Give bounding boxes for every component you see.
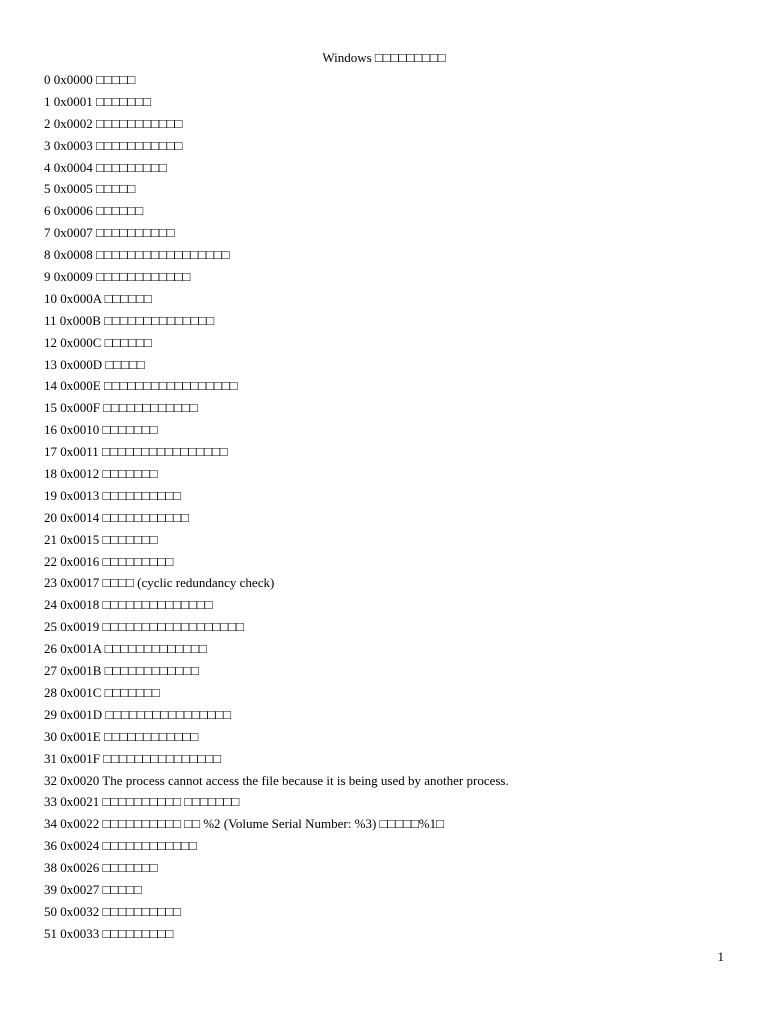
error-code-hex: 0x001B [60, 663, 102, 679]
error-code-decimal: 39 [44, 881, 57, 897]
list-item [44, 859, 744, 881]
error-code-decimal: 10 [44, 290, 57, 306]
error-code-hex: 0x0014 [60, 509, 100, 525]
error-code-hex: 0x0022 [60, 816, 100, 832]
error-message: □□□□□□□□□□□□□□□□□ [103, 378, 238, 394]
error-code-hex: 0x000A [60, 290, 102, 306]
error-code-hex: 0x001C [60, 684, 102, 700]
error-code-hex: 0x0033 [60, 925, 100, 941]
error-code-decimal: 16 [44, 422, 57, 438]
list-item [44, 93, 744, 115]
error-message: □□□□□□ [96, 203, 144, 219]
error-message: The process cannot access the file because it is being used by another process. [102, 772, 509, 788]
error-message: □□□□□□□□□□□□ [96, 269, 191, 285]
error-code-decimal: 33 [44, 794, 57, 810]
error-code-decimal: 31 [44, 750, 57, 766]
list-item [44, 268, 744, 290]
list-item [44, 137, 744, 159]
list-item [44, 706, 744, 728]
error-code-hex: 0x0003 [53, 137, 93, 153]
error-message: □□□□□□□ [104, 684, 160, 700]
error-code-decimal: 29 [44, 706, 57, 722]
list-item [44, 356, 744, 378]
error-code-hex: 0x0027 [60, 881, 100, 897]
error-code-decimal: 38 [44, 860, 57, 876]
error-code-decimal: 32 [44, 772, 57, 788]
error-code-hex: 0x000E [60, 378, 101, 394]
list-item [44, 334, 744, 356]
list-item [44, 71, 744, 93]
error-code-decimal: 23 [44, 575, 57, 591]
error-code-hex: 0x001E [60, 728, 101, 744]
list-item [44, 903, 744, 925]
list-item [44, 246, 744, 268]
list-item [44, 487, 744, 509]
error-code-hex: 0x0004 [53, 159, 93, 175]
error-message: □□□□□□ [104, 290, 152, 306]
error-code-decimal: 36 [44, 838, 57, 854]
error-code-hex: 0x0010 [60, 422, 100, 438]
error-message: □□□□□□□□□□□ [96, 115, 183, 131]
error-code-hex: 0x0024 [60, 838, 100, 854]
error-code-decimal: 22 [44, 553, 57, 569]
error-code-decimal: 27 [44, 663, 57, 679]
error-code-hex: 0x0002 [53, 115, 93, 131]
error-code-hex: 0x001D [60, 706, 103, 722]
list-item [44, 465, 744, 487]
list-item [44, 772, 744, 794]
error-code-decimal: 19 [44, 487, 57, 503]
error-message: □□□□□□□□□□□□ [102, 838, 197, 854]
error-message: □□□□□□□□□□ [96, 225, 175, 241]
error-code-decimal: 14 [44, 378, 57, 394]
error-code-hex: 0x0009 [53, 269, 93, 285]
error-code-decimal: 4 [44, 159, 51, 175]
page-number: 1 [717, 949, 724, 964]
error-code-decimal: 15 [44, 400, 57, 416]
list-item [44, 224, 744, 246]
error-code-hex: 0x0019 [60, 619, 100, 635]
error-code-decimal: 12 [44, 334, 57, 350]
error-message: □□□□□□□□□□□□□□ [102, 597, 213, 613]
error-code-hex: 0x001A [60, 641, 102, 657]
document-title: Windows □□□□□□□□□ [322, 50, 446, 65]
error-message: □□□□□ [102, 881, 142, 897]
error-code-decimal: 26 [44, 641, 57, 657]
error-code-decimal: 18 [44, 466, 57, 482]
error-code-hex: 0x000B [59, 312, 101, 328]
error-code-hex: 0x0021 [60, 794, 100, 810]
error-code-decimal: 0 [44, 72, 51, 87]
list-item [44, 290, 744, 312]
error-message: □□□□□□□□□□□□□ [104, 641, 207, 657]
error-message: □□□□□□□□□□□□□□□ [103, 750, 222, 766]
list-item [44, 159, 744, 181]
error-code-hex: 0x0011 [60, 444, 99, 460]
error-code-hex: 0x001F [60, 750, 100, 766]
list-item [44, 312, 744, 334]
list-item [44, 399, 744, 421]
error-code-decimal: 34 [44, 816, 57, 832]
error-code-hex: 0x0005 [53, 181, 93, 197]
list-item [44, 881, 744, 903]
error-message: □□□□□□□□□□□□□□□□□□ [102, 619, 244, 635]
error-code-hex: 0x0015 [60, 531, 100, 547]
list-item [44, 421, 744, 443]
error-message: □□□□□□□□□□□□□□ [104, 312, 215, 328]
error-code-decimal: 25 [44, 619, 57, 635]
error-code-hex: 0x0007 [53, 225, 93, 241]
error-code-hex: 0x0026 [60, 860, 100, 876]
error-code-decimal: 11 [44, 312, 57, 328]
error-message: □□□□□□□ [102, 531, 158, 547]
error-message: □□□□□□ [104, 334, 152, 350]
error-message: □□□□□□□ [96, 93, 151, 109]
error-code-hex: 0x0032 [60, 903, 100, 919]
error-code-decimal: 51 [44, 925, 57, 941]
list-item [44, 925, 744, 947]
error-message: □□□□□□□□□□□□ [103, 728, 199, 744]
error-code-decimal: 17 [44, 444, 57, 460]
error-code-hex: 0x0008 [53, 247, 93, 263]
list-item [44, 377, 744, 399]
error-message: □□□□□ [96, 72, 136, 87]
error-code-decimal: 8 [44, 247, 51, 263]
list-item [44, 662, 744, 684]
error-code-decimal: 20 [44, 509, 57, 525]
error-code-hex: 0x0018 [60, 597, 100, 613]
error-message: □□□□□□□□□□□□□□□□ [105, 706, 232, 722]
list-item [44, 640, 744, 662]
error-message: □□□□□□□□□□ □□□□□□□ [102, 794, 240, 810]
list-item [44, 596, 744, 618]
error-code-decimal: 30 [44, 728, 57, 744]
list-item [44, 553, 744, 575]
error-code-decimal: 50 [44, 903, 57, 919]
error-code-hex: 0x000F [60, 400, 100, 416]
error-code-hex: 0x0016 [60, 553, 100, 569]
list-item [44, 574, 744, 596]
error-code-decimal: 24 [44, 597, 57, 613]
error-message: □□□□□□□□□□ □□ %2 (Volume Serial Number: %3) □□□□□%1□ [102, 816, 444, 832]
error-message: □□□□□□□ [102, 860, 158, 876]
error-message: □□□□□□□□□□ [102, 487, 182, 503]
list-item [44, 202, 744, 224]
error-code-hex: 0x0013 [60, 487, 100, 503]
error-code-decimal: 2 [44, 115, 51, 131]
error-message: □□□□□ [105, 356, 145, 372]
error-code-decimal: 7 [44, 225, 51, 241]
list-item [44, 815, 744, 837]
error-message: □□□□□□□□□□□ [96, 137, 183, 153]
list-item [44, 115, 744, 137]
error-code-decimal: 9 [44, 269, 51, 285]
list-item [44, 684, 744, 706]
error-message: □□□□□□□□□□ [102, 903, 182, 919]
error-code-hex: 0x0012 [60, 466, 100, 482]
error-code-decimal: 1 [44, 93, 51, 109]
error-code-decimal: 5 [44, 181, 51, 197]
error-message: □□□□□□□ [102, 466, 158, 482]
error-code-hex: 0x0001 [53, 93, 93, 109]
list-item [44, 531, 744, 553]
error-message: □□□□□□□□□□□□ [104, 663, 199, 679]
error-code-decimal: 21 [44, 531, 57, 547]
error-message: □□□□□□□ [102, 422, 158, 438]
error-code-hex: 0x0020 [60, 772, 100, 788]
error-message: □□□□□ [96, 181, 136, 197]
list-item [44, 750, 744, 772]
list-item [44, 180, 744, 202]
error-message: □□□□□□□□□□□□□□□□ [102, 444, 228, 460]
error-message: □□□□ (cyclic redundancy check) [102, 575, 275, 591]
list-item [44, 618, 744, 640]
error-message: □□□□□□□□□□□□ [103, 400, 198, 416]
list-item [44, 443, 744, 465]
list-item [44, 837, 744, 859]
error-code-hex: 0x000C [60, 334, 102, 350]
list-item [44, 793, 744, 815]
error-code-hex: 0x0000 [53, 72, 93, 87]
error-message: □□□□□□□□□□□□□□□□□ [96, 247, 230, 263]
error-code-decimal: 6 [44, 203, 51, 219]
error-code-decimal: 3 [44, 137, 51, 153]
error-message: □□□□□□□□□□□ [102, 509, 189, 525]
error-message: □□□□□□□□□ [102, 925, 174, 941]
error-code-hex: 0x0006 [53, 203, 93, 219]
error-message: □□□□□□□□□ [102, 553, 174, 569]
error-code-decimal: 28 [44, 684, 57, 700]
error-code-decimal: 13 [44, 356, 57, 372]
error-code-hex: 0x0017 [60, 575, 100, 591]
error-code-list [44, 71, 744, 947]
error-message: □□□□□□□□□ [96, 159, 167, 175]
error-code-hex: 0x000D [60, 356, 103, 372]
list-item [44, 509, 744, 531]
list-item [44, 728, 744, 750]
